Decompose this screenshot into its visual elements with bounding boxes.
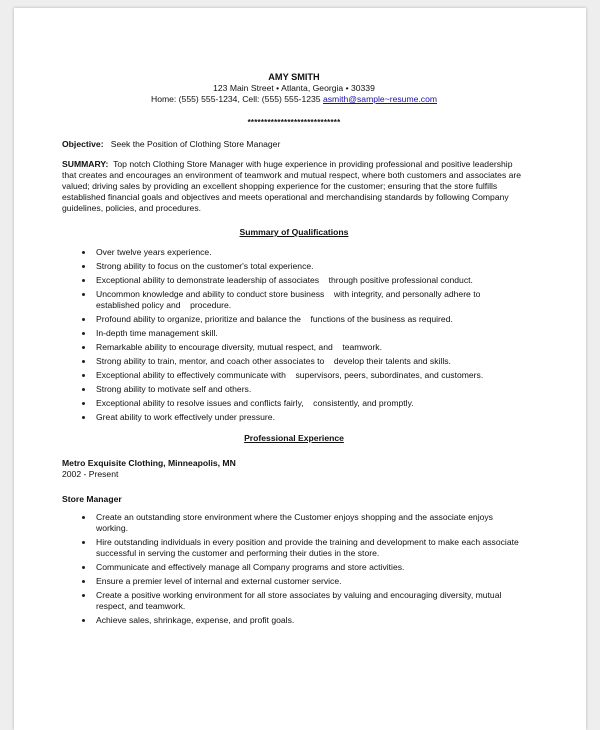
objective-text: Seek the Position of Clothing Store Manager [110, 139, 281, 149]
list-item: Hire outstanding individuals in every position and provide the training and development to make each associate successful in serving the customer and performing their duties in the store. [96, 537, 526, 559]
contact-line [62, 94, 526, 105]
list-item: Communicate and effectively manage all Company programs and store activities. [96, 562, 526, 573]
list-item: Exceptional ability to resolve issues and conflicts fairly, consistently, and promptly. [96, 398, 526, 409]
list-item: Strong ability to motivate self and others. [96, 384, 526, 395]
job-title: Store Manager [62, 494, 122, 504]
list-item: Strong ability to train, mentor, and coach other associates to develop their talents and skills. [96, 356, 526, 367]
objective-label: Objective: [62, 139, 104, 149]
address-line: 123 Main Street • Atlanta, Georgia • 30339 [213, 83, 375, 93]
objective-section [62, 139, 526, 150]
experience-heading: Professional Experience [244, 433, 344, 443]
list-item: Uncommon knowledge and ability to conduct store business with integrity, and personally adhere to established policy and procedure. [96, 289, 526, 311]
summary-section [62, 159, 526, 214]
list-item: Over twelve years experience. [96, 247, 526, 258]
list-item: Create a positive working environment for all store associates by valuing and encouraging diversity, mutual respect, and teamwork. [96, 590, 526, 612]
list-item: Ensure a premier level of internal and external customer service. [96, 576, 526, 587]
list-item: In-depth time management skill. [96, 328, 526, 339]
employer-name: Metro Exquisite Clothing, Minneapolis, MN [62, 458, 236, 468]
resume-page [14, 8, 586, 730]
summary-label: SUMMARY: [62, 159, 109, 169]
list-item: Remarkable ability to encourage diversity, mutual respect, and teamwork. [96, 342, 526, 353]
list-item: Create an outstanding store environment where the Customer enjoys shopping and the associate enjoys working. [96, 512, 526, 534]
candidate-name: AMY SMITH [268, 72, 320, 82]
list-item: Profound ability to organize, prioritize and balance the functions of the business as required. [96, 314, 526, 325]
phone-numbers: Home: (555) 555-1234, Cell: (555) 555-1235 [150, 94, 323, 104]
list-item: Achieve sales, shrinkage, expense, and profit goals. [96, 615, 526, 626]
header-divider: **************************** [247, 118, 341, 127]
qualifications-heading: Summary of Qualifications [239, 227, 349, 237]
responsibilities-list [62, 512, 526, 626]
summary-text: Top notch Clothing Store Manager with huge experience in providing professional and positive leadership that creates and encourages an environment of teamwork and mutual respect, where both customers and associates are valued; driving sales by providing an excellent shopping experience for the customer; ensuring that the store fulfills established financial goals and objectives and meets operational and merchandising standards by following Company guidelines, policies, and procedures. [62, 159, 522, 213]
list-item: Strong ability to focus on the customer's total experience. [96, 261, 526, 272]
employment-dates: 2002 - Present [62, 469, 119, 479]
list-item: Exceptional ability to demonstrate leadership of associates through positive professional conduct. [96, 275, 526, 286]
qualifications-list [62, 247, 526, 423]
email-link[interactable]: asmith@sample~resume.com [322, 94, 438, 104]
list-item: Great ability to work effectively under pressure. [96, 412, 526, 423]
resume-content [62, 72, 526, 629]
list-item: Exceptional ability to effectively communicate with supervisors, peers, subordinates, and customers. [96, 370, 526, 381]
